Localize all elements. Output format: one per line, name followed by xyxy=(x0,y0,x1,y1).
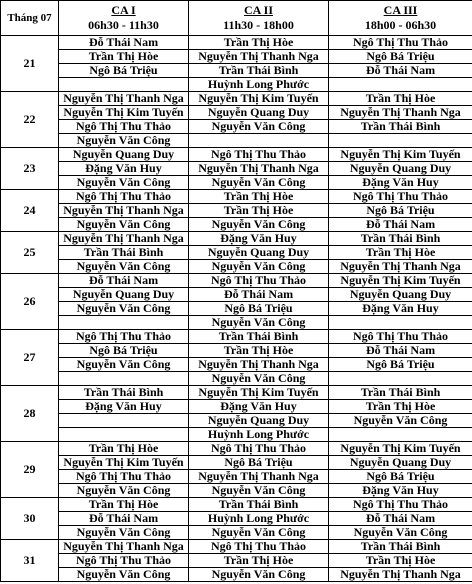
shift-1-staff-cell: Ngô Thị Thu Thảo xyxy=(59,120,189,134)
shift-2-staff-cell: Nguyễn Văn Công xyxy=(189,218,329,232)
shift-3-staff-cell: Nguyễn Quang Duy xyxy=(329,162,472,176)
shift-2-staff-cell: Nguyễn Văn Công xyxy=(189,120,329,134)
shift-2-staff-cell: Trần Thị Hòe xyxy=(189,554,329,568)
table-row xyxy=(1,302,472,316)
shift-3-staff-cell: Ngô Thị Thu Thảo xyxy=(329,498,472,512)
shift-2-staff-cell: Đỗ Thái Nam xyxy=(189,288,329,302)
shift-2-staff-cell xyxy=(189,134,329,148)
shift-1-staff-cell: Ngô Bá Triệu xyxy=(59,344,189,358)
table-row xyxy=(1,344,472,358)
table-row xyxy=(1,512,472,526)
shift-2-name: CA II xyxy=(243,3,273,17)
table-row xyxy=(1,260,472,274)
table-row xyxy=(1,176,472,190)
shift-2-staff-cell: Trần Thị Hòe xyxy=(189,204,329,218)
shift-1-staff-cell: Nguyễn Văn Công xyxy=(59,260,189,274)
table-row xyxy=(1,218,472,232)
shift-1-staff-cell xyxy=(59,372,189,386)
shift-1-staff-cell: Nguyễn Văn Công xyxy=(59,134,189,148)
shift-1-staff-cell: Nguyễn Quang Duy xyxy=(59,288,189,302)
table-row xyxy=(1,414,472,428)
shift-1-staff-cell: Đặng Văn Huy xyxy=(59,400,189,414)
shift-1-name: CA I xyxy=(111,3,136,17)
shift-3-staff-cell: Nguyễn Thị Kim Tuyến xyxy=(329,148,472,162)
shift-2-staff-cell: Huỳnh Long Phước xyxy=(189,428,329,442)
table-row xyxy=(1,526,472,540)
month-label: Tháng 07 xyxy=(1,1,59,36)
shift-3-header xyxy=(329,1,472,36)
table-row xyxy=(1,442,472,456)
shift-3-staff-cell: Nguyễn Thị Thanh Nga xyxy=(329,568,472,582)
shift-3-staff-cell: Trần Thái Bình xyxy=(329,540,472,554)
table-row xyxy=(1,470,472,484)
table-row xyxy=(1,428,472,442)
shift-2-staff-cell: Trần Thị Hòe xyxy=(189,344,329,358)
shift-3-staff-cell: Trần Thị Hòe xyxy=(329,246,472,260)
shift-2-staff-cell: Đặng Văn Huy xyxy=(189,400,329,414)
shift-2-staff-cell: Ngô Bá Triệu xyxy=(189,302,329,316)
shift-2-staff-cell: Nguyễn Thị Thanh Nga xyxy=(189,470,329,484)
shift-1-staff-cell: Nguyễn Thị Thanh Nga xyxy=(59,540,189,554)
shift-3-staff-cell xyxy=(329,428,472,442)
table-row xyxy=(1,64,472,78)
shift-2-staff-cell: Trần Thị Hòe xyxy=(189,36,329,50)
shift-1-staff-cell: Trần Thái Bình xyxy=(59,246,189,260)
shift-1-staff-cell: Đỗ Thái Nam xyxy=(59,512,189,526)
shift-2-staff-cell: Ngô Thị Thu Thảo xyxy=(189,540,329,554)
shift-3-staff-cell: Nguyễn Văn Công xyxy=(329,414,472,428)
table-row xyxy=(1,78,472,92)
shift-1-staff-cell: Nguyễn Văn Công xyxy=(59,218,189,232)
shift-2-staff-cell: Ngô Thị Thu Thảo xyxy=(189,442,329,456)
shift-3-staff-cell: Trần Thị Hòe xyxy=(329,400,472,414)
table-row xyxy=(1,134,472,148)
table-row xyxy=(1,456,472,470)
shift-2-staff-cell: Nguyễn Thị Thanh Nga xyxy=(189,50,329,64)
shift-3-staff-cell: Đỗ Thái Nam xyxy=(329,512,472,526)
table-row xyxy=(1,386,472,400)
table-row xyxy=(1,288,472,302)
shift-1-staff-cell: Đặng Văn Huy xyxy=(59,162,189,176)
day-cell: 25 xyxy=(1,232,59,274)
schedule-body xyxy=(1,36,472,582)
day-cell: 28 xyxy=(1,386,59,442)
shift-2-staff-cell: Đặng Văn Huy xyxy=(189,232,329,246)
shift-1-staff-cell: Ngô Thị Thu Thảo xyxy=(59,190,189,204)
day-cell: 26 xyxy=(1,274,59,330)
shift-1-staff-cell: Ngô Thị Thu Thảo xyxy=(59,330,189,344)
shift-2-staff-cell: Nguyễn Văn Công xyxy=(189,484,329,498)
shift-2-staff-cell: Trần Thái Bình xyxy=(189,498,329,512)
day-cell: 21 xyxy=(1,36,59,92)
shift-2-header xyxy=(189,1,329,36)
shift-2-staff-cell: Nguyễn Thị Kim Tuyến xyxy=(189,92,329,106)
shift-1-staff-cell: Nguyễn Văn Công xyxy=(59,526,189,540)
shift-1-staff-cell: Nguyễn Văn Công xyxy=(59,302,189,316)
shift-2-staff-cell: Nguyễn Quang Duy xyxy=(189,106,329,120)
shift-2-staff-cell: Nguyễn Thị Thanh Nga xyxy=(189,162,329,176)
shift-1-staff-cell: Nguyễn Thị Thanh Nga xyxy=(59,204,189,218)
shift-3-name: CA III xyxy=(383,3,418,17)
day-cell: 27 xyxy=(1,330,59,386)
header-row xyxy=(1,1,472,36)
table-row xyxy=(1,484,472,498)
shift-2-staff-cell: Nguyễn Quang Duy xyxy=(189,246,329,260)
shift-2-staff-cell: Nguyễn Quang Duy xyxy=(189,414,329,428)
table-row xyxy=(1,358,472,372)
table-row xyxy=(1,400,472,414)
shift-2-staff-cell: Nguyễn Thị Thanh Nga xyxy=(189,358,329,372)
shift-1-staff-cell: Trần Thái Bình xyxy=(59,386,189,400)
shift-2-staff-cell: Nguyễn Văn Công xyxy=(189,316,329,330)
table-row xyxy=(1,246,472,260)
table-row xyxy=(1,330,472,344)
shift-1-staff-cell: Nguyễn Văn Công xyxy=(59,358,189,372)
table-row xyxy=(1,148,472,162)
table-row xyxy=(1,204,472,218)
shift-2-staff-cell: Ngô Thị Thu Thảo xyxy=(189,148,329,162)
table-row xyxy=(1,120,472,134)
shift-1-staff-cell: Đỗ Thái Nam xyxy=(59,274,189,288)
shift-3-staff-cell xyxy=(329,134,472,148)
shift-3-staff-cell: Trần Thái Bình xyxy=(329,232,472,246)
shift-3-time: 18h00 - 06h30 xyxy=(364,18,437,32)
shift-3-staff-cell: Đặng Văn Huy xyxy=(329,176,472,190)
shift-2-staff-cell: Nguyễn Văn Công xyxy=(189,568,329,582)
day-cell: 24 xyxy=(1,190,59,232)
shift-3-staff-cell: Ngô Thị Thu Thảo xyxy=(329,36,472,50)
shift-2-staff-cell: Nguyễn Văn Công xyxy=(189,372,329,386)
shift-2-staff-cell: Ngô Thị Thu Thảo xyxy=(189,274,329,288)
table-row xyxy=(1,372,472,386)
shift-3-staff-cell: Nguyễn Thị Thanh Nga xyxy=(329,260,472,274)
table-row xyxy=(1,498,472,512)
table-row xyxy=(1,106,472,120)
table-row xyxy=(1,554,472,568)
shift-2-staff-cell: Trần Thái Bình xyxy=(189,64,329,78)
day-cell: 23 xyxy=(1,148,59,190)
shift-3-staff-cell: Đỗ Thái Nam xyxy=(329,218,472,232)
shift-3-staff-cell: Đỗ Thái Nam xyxy=(329,64,472,78)
shift-1-staff-cell: Ngô Bá Triệu xyxy=(59,64,189,78)
shift-1-staff-cell: Nguyễn Văn Công xyxy=(59,176,189,190)
shift-3-staff-cell: Trần Thị Hòe xyxy=(329,554,472,568)
shift-1-staff-cell xyxy=(59,414,189,428)
table-row xyxy=(1,274,472,288)
shift-1-staff-cell xyxy=(59,316,189,330)
shift-3-staff-cell: Nguyễn Quang Duy xyxy=(329,288,472,302)
shift-3-staff-cell: Đặng Văn Huy xyxy=(329,484,472,498)
shift-1-staff-cell xyxy=(59,78,189,92)
shift-3-staff-cell xyxy=(329,316,472,330)
shift-3-staff-cell xyxy=(329,372,472,386)
shift-3-staff-cell: Nguyễn Quang Duy xyxy=(329,456,472,470)
shift-1-staff-cell: Trần Thị Hòe xyxy=(59,50,189,64)
table-row xyxy=(1,568,472,582)
shift-1-staff-cell: Nguyễn Quang Duy xyxy=(59,148,189,162)
shift-3-staff-cell: Ngô Bá Triệu xyxy=(329,204,472,218)
shift-3-staff-cell: Trần Thái Bình xyxy=(329,386,472,400)
day-cell: 31 xyxy=(1,540,59,582)
shift-3-staff-cell: Trần Thái Bình xyxy=(329,120,472,134)
shift-1-staff-cell: Ngô Thị Thu Thảo xyxy=(59,554,189,568)
table-row xyxy=(1,36,472,50)
shift-3-staff-cell: Ngô Bá Triệu xyxy=(329,358,472,372)
day-cell: 22 xyxy=(1,92,59,148)
shift-1-staff-cell: Nguyễn Thị Thanh Nga xyxy=(59,92,189,106)
shift-1-staff-cell: Nguyễn Văn Công xyxy=(59,568,189,582)
shift-3-staff-cell: Ngô Thị Thu Thảo xyxy=(329,330,472,344)
shift-3-staff-cell: Nguyễn Thị Kim Tuyến xyxy=(329,442,472,456)
shift-3-staff-cell: Ngô Thị Thu Thảo xyxy=(329,190,472,204)
shift-1-staff-cell: Nguyễn Thị Kim Tuyến xyxy=(59,106,189,120)
shift-1-staff-cell: Trần Thị Hòe xyxy=(59,498,189,512)
shift-1-staff-cell: Ngô Thị Thu Thảo xyxy=(59,470,189,484)
shift-2-staff-cell: Trần Thị Hòe xyxy=(189,190,329,204)
shift-1-staff-cell: Nguyễn Thị Kim Tuyến xyxy=(59,456,189,470)
shift-3-staff-cell: Ngô Bá Triệu xyxy=(329,470,472,484)
day-cell: 30 xyxy=(1,498,59,540)
table-row xyxy=(1,540,472,554)
day-cell: 29 xyxy=(1,442,59,498)
shift-2-staff-cell: Nguyễn Văn Công xyxy=(189,176,329,190)
table-row xyxy=(1,162,472,176)
shift-1-staff-cell: Trần Thị Hòe xyxy=(59,442,189,456)
shift-2-staff-cell: Trần Thái Bình xyxy=(189,330,329,344)
shift-3-staff-cell: Nguyễn Thị Kim Tuyến xyxy=(329,274,472,288)
shift-2-staff-cell: Huỳnh Long Phước xyxy=(189,78,329,92)
table-row xyxy=(1,92,472,106)
table-row xyxy=(1,316,472,330)
shift-1-time: 06h30 - 11h30 xyxy=(88,18,159,32)
shift-1-staff-cell: Đỗ Thái Nam xyxy=(59,36,189,50)
shift-2-time: 11h30 - 18h00 xyxy=(223,18,294,32)
shift-2-staff-cell: Nguyễn Văn Công xyxy=(189,260,329,274)
table-row xyxy=(1,190,472,204)
table-row xyxy=(1,50,472,64)
shift-2-staff-cell: Ngô Bá Triệu xyxy=(189,456,329,470)
shift-3-staff-cell: Ngô Bá Triệu xyxy=(329,50,472,64)
shift-2-staff-cell: Huỳnh Long Phước xyxy=(189,512,329,526)
shift-3-staff-cell: Trần Thị Hòe xyxy=(329,92,472,106)
shift-1-staff-cell: Nguyễn Văn Công xyxy=(59,484,189,498)
shift-3-staff-cell: Đặng Văn Huy xyxy=(329,302,472,316)
shift-1-header xyxy=(59,1,189,36)
shift-1-staff-cell: Nguyễn Thị Thanh Nga xyxy=(59,232,189,246)
shift-1-staff-cell xyxy=(59,428,189,442)
shift-3-staff-cell: Nguyễn Văn Công xyxy=(329,526,472,540)
shift-2-staff-cell: Nguyễn Văn Công xyxy=(189,526,329,540)
shift-2-staff-cell: Nguyễn Thị Kim Tuyến xyxy=(189,386,329,400)
shift-3-staff-cell xyxy=(329,78,472,92)
table-row xyxy=(1,232,472,246)
shift-3-staff-cell: Đỗ Thái Nam xyxy=(329,344,472,358)
shift-3-staff-cell: Nguyễn Thị Thanh Nga xyxy=(329,106,472,120)
